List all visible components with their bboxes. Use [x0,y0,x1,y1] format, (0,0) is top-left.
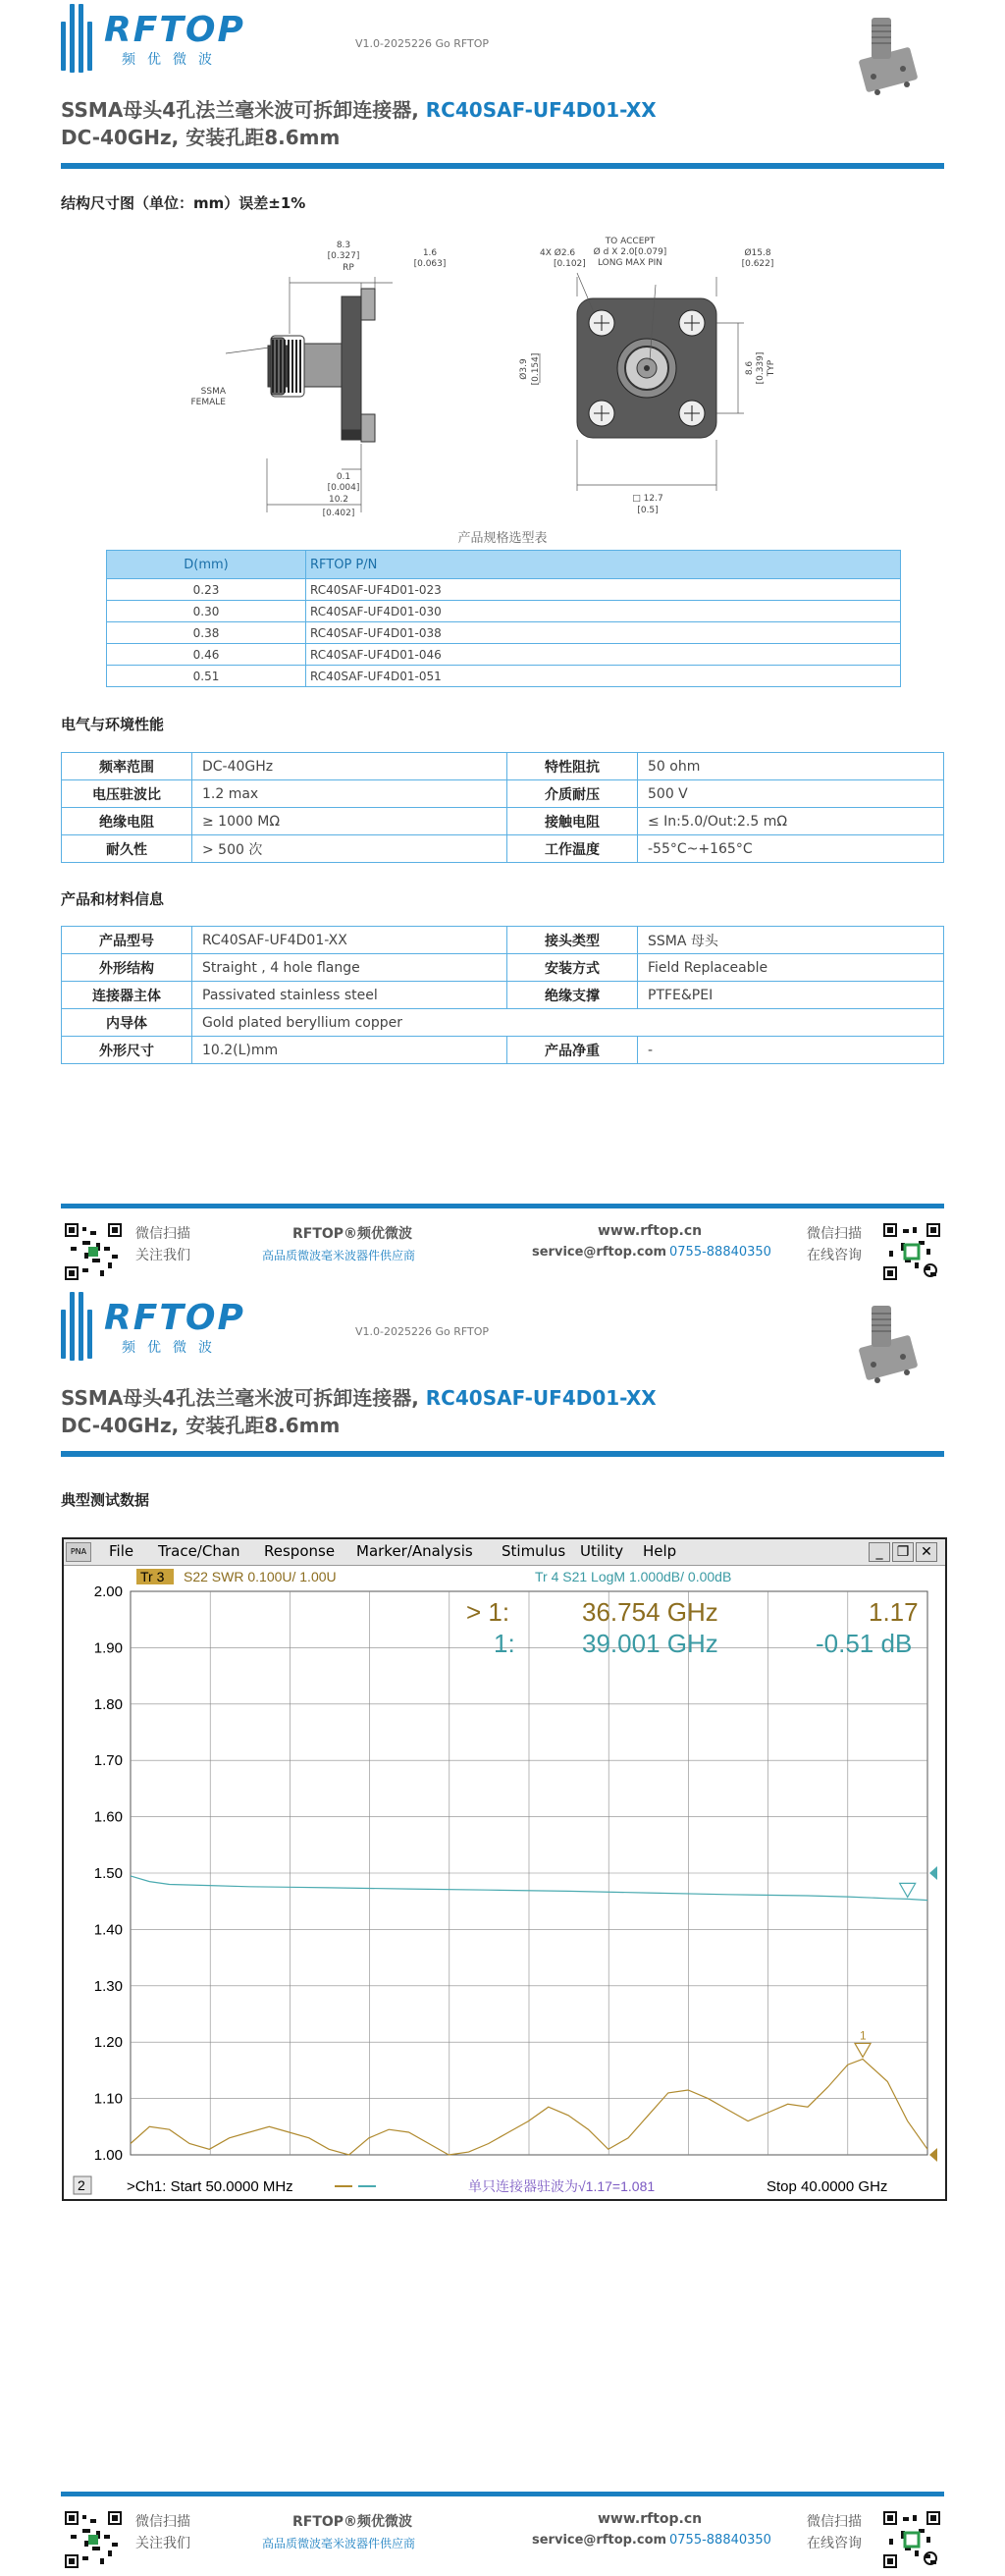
brand-sub: 频优微波 [122,1340,224,1356]
footer-brand: RFTOP®频优微波 [292,2514,413,2530]
materials-table [61,926,944,1064]
spec-value: 500 V [638,780,944,808]
side-view [268,289,375,442]
spec-value: ≥ 1000 MΩ [192,808,507,835]
footer-email[interactable]: service@rftop.com [532,2533,667,2548]
spec-label: 工作温度 [507,835,638,863]
close-icon[interactable]: ✕ [916,1542,937,1562]
table-row [62,808,944,835]
qr-code-icon [65,2511,122,2568]
dim-10-2: 10.2 [328,495,349,505]
menu-item[interactable]: Marker/Analysis [356,1542,473,1560]
marker1-triangle-tag: 1 [860,2028,867,2043]
dim-3-9: Ø3.9 [519,358,529,380]
table-row [107,666,901,687]
section-materials-title: 产品和材料信息 [61,890,165,908]
dim-0-1: 0.1 [336,472,351,482]
dim-0-004: [0.004] [327,483,360,493]
label-ssma: SSMA [200,387,226,397]
spec-value: 10.2(L)mm [192,1037,507,1064]
dim-0-339: [0.339] [756,351,766,385]
marker1-label: > 1: [466,1597,510,1627]
spec-value: PTFE&PEI [638,982,944,1009]
qr-code-icon [65,1223,122,1280]
y-tick-label: 1.90 [93,1639,123,1657]
menu-item[interactable]: Response [264,1542,336,1560]
footer-email[interactable]: service@rftop.com [532,1245,667,1260]
brand-logo [61,1288,277,1362]
menu-item[interactable]: Help [643,1542,677,1560]
marker2-label: 1: [494,1629,515,1658]
footer-website[interactable]: www.rftop.cn [598,2511,703,2527]
vna-app-icon: PNA [66,1542,91,1562]
y-tick-label: 1.40 [93,1921,123,1939]
page-footer [61,2492,944,2570]
channel-number: 2 [78,2177,85,2193]
product-subtitle: DC-40GHz, 安装孔距8.6mm [61,1414,341,1437]
spec-value: Passivated stainless steel [192,982,507,1009]
spec-label: 产品型号 [62,927,192,954]
start-freq: >Ch1: Start 50.0000 MHz [127,2178,293,2195]
stop-freq: Stop 40.0000 GHz [767,2178,888,2195]
vna-screenshot [62,1537,947,2201]
y-tick-label: 1.50 [93,1865,123,1882]
footer-website[interactable]: www.rftop.cn [598,1223,703,1239]
part-number: RC40SAF-UF4D01-XX [425,98,657,122]
product-title [61,94,657,123]
dimension-drawing [190,237,824,522]
cell-d: 0.23 [107,579,306,601]
restore-icon[interactable]: ❐ [892,1542,914,1562]
menu-item[interactable]: Stimulus [502,1542,566,1560]
holes-in-label: [0.102] [554,259,586,269]
table-row [62,927,944,954]
spec-label: 频率范围 [62,753,192,780]
spec-value: - [638,1037,944,1064]
electrical-table [61,752,944,863]
footer-tagline: 高品质微波毫米波器件供应商 [262,2537,416,2550]
dim-typ: TYP [767,359,776,377]
part-col-pn: RFTOP P/N [306,551,901,579]
dim-0-327: [0.327] [327,251,360,261]
dim-1-6: 1.6 [422,248,438,258]
spec-value: Gold plated beryllium copper [192,1009,944,1037]
table-row [107,622,901,644]
table-row [62,835,944,863]
part-col-d: D(mm) [107,551,306,579]
table-row [107,579,901,601]
part-table-caption: 产品规格选型表 [457,531,548,546]
brand-sub: 频优微波 [122,52,224,68]
accept-line1: TO ACCEPT [605,237,656,246]
table-row [62,954,944,982]
minimize-icon[interactable]: _ [869,1542,890,1562]
title-prefix: SSMA母头4孔法兰毫米波可拆卸连接器, [61,1386,426,1410]
y-tick-label: 2.00 [93,1583,123,1600]
brand-name: RFTOP [104,1298,245,1338]
spec-label: 耐久性 [62,835,192,863]
spec-label: 电压驻波比 [62,780,192,808]
y-tick-label: 1.10 [93,2090,123,2108]
table-row [62,1037,944,1064]
qr-code-icon [883,2511,940,2568]
menu-item[interactable]: Trace/Chan [158,1542,240,1560]
part-table-header [107,551,901,579]
tr3-label: Tr 3 [140,1569,165,1584]
cell-pn: RC40SAF-UF4D01-038 [306,622,901,644]
part-table [106,550,901,687]
spec-label: 绝缘支撑 [507,982,638,1009]
footer-divider [61,1204,944,1208]
dim-8-6: 8.6 [745,360,755,376]
version-label: V1.0-2025226 Go RFTOP [355,1325,490,1338]
footer-follow-us: 关注我们 [135,2536,190,2551]
y-tick-label: 1.60 [93,1808,123,1826]
front-view [577,298,716,438]
vna-menubar [64,1539,945,1566]
spec-label: 介质耐压 [507,780,638,808]
dim-0-622: [0.622] [741,259,774,269]
footer-phone: 0755-88840350 [669,1245,771,1260]
spec-value: > 500 次 [192,835,507,863]
section-structure-title: 结构尺寸图（单位：mm）误差±1% [61,194,306,212]
product-thumbnail-icon [834,1302,923,1390]
dim-0-063: [0.063] [413,259,447,269]
spec-label: 连接器主体 [62,982,192,1009]
product-subtitle: DC-40GHz, 安装孔距8.6mm [61,126,341,149]
swr-note: 单只连接器驻波为√1.17=1.081 [468,2178,656,2194]
version-label: V1.0-2025226 Go RFTOP [355,37,490,50]
footer-online: 在线咨询 [807,1248,862,1263]
cell-pn: RC40SAF-UF4D01-023 [306,579,901,601]
spec-value: 50 ohm [638,753,944,780]
marker2-freq: 39.001 GHz [582,1629,718,1658]
dim-12-7: □ 12.7 [632,494,663,504]
title-prefix: SSMA母头4孔法兰毫米波可拆卸连接器, [61,98,426,122]
holes-label: 4X Ø2.6 [540,248,576,258]
spec-label: 外形结构 [62,954,192,982]
section-electrical-title: 电气与环境性能 [61,716,165,733]
spec-label: 产品净重 [507,1037,638,1064]
spec-value: ≤ In:5.0/Out:2.5 mΩ [638,808,944,835]
dim-0-402: [0.402] [322,509,355,518]
spec-value: 1.2 max [192,780,507,808]
cell-d: 0.46 [107,644,306,666]
menu-item[interactable]: Utility [580,1542,624,1560]
cell-d: 0.51 [107,666,306,687]
footer-brand: RFTOP®频优微波 [292,1226,413,1242]
accept-line2: Ø d X 2.0[0.079] [593,247,667,257]
spec-label: 外形尺寸 [62,1037,192,1064]
brand-logo [61,0,277,74]
footer-wechat-scan: 微信扫描 [135,2514,190,2530]
y-tick-label: 1.80 [93,1695,123,1713]
cell-pn: RC40SAF-UF4D01-046 [306,644,901,666]
footer-follow-us: 关注我们 [135,1248,190,1263]
spec-label: 接触电阻 [507,808,638,835]
footer-tagline: 高品质微波毫米波器件供应商 [262,1249,416,1262]
spec-value: Straight , 4 hole flange [192,954,507,982]
cell-pn: RC40SAF-UF4D01-030 [306,601,901,622]
table-row [62,982,944,1009]
spec-label: 接头类型 [507,927,638,954]
dim-8-3: 8.3 [336,241,351,250]
footer-divider [61,2492,944,2496]
qr-code-icon [883,1223,940,1280]
table-row [62,1009,944,1037]
spec-label: 安装方式 [507,954,638,982]
dim-rp: RP [343,263,354,273]
cell-d: 0.38 [107,622,306,644]
header-divider [61,163,944,169]
cell-d: 0.30 [107,601,306,622]
spec-value: DC-40GHz [192,753,507,780]
label-female: FEMALE [190,398,226,407]
table-row [107,644,901,666]
spec-label: 绝缘电阻 [62,808,192,835]
footer-wechat-scan-2: 微信扫描 [807,1226,862,1242]
footer-wechat-scan: 微信扫描 [135,1226,190,1242]
spec-value: RC40SAF-UF4D01-XX [192,927,507,954]
spec-value: -55°C~+165°C [638,835,944,863]
marker1-value: 1.17 [869,1597,919,1627]
footer-phone: 0755-88840350 [669,2533,771,2548]
header-divider [61,1451,944,1457]
y-tick-label: 1.70 [93,1752,123,1770]
tr3-desc: S22 SWR 0.100U/ 1.00U [184,1569,337,1584]
dim-0-154: [0.154] [531,352,541,386]
brand-name: RFTOP [104,10,245,50]
spec-value: SSMA 母头 [638,927,944,954]
vna-plot [64,1566,945,2199]
section-test-title: 典型测试数据 [61,1491,150,1509]
cell-pn: RC40SAF-UF4D01-051 [306,666,901,687]
footer-wechat-scan-2: 微信扫描 [807,2514,862,2530]
menu-item[interactable]: File [109,1542,134,1560]
spec-label: 内导体 [62,1009,192,1037]
accept-line3: LONG MAX PIN [597,258,663,268]
dim-0-5: [0.5] [637,506,659,515]
y-tick-label: 1.20 [93,2034,123,2052]
marker1-freq: 36.754 GHz [582,1597,718,1627]
y-tick-label: 1.00 [93,2147,123,2164]
footer-online: 在线咨询 [807,2536,862,2551]
page-footer [61,1204,944,1282]
product-thumbnail-icon [834,14,923,102]
part-number: RC40SAF-UF4D01-XX [425,1386,657,1410]
dim-15-8: Ø15.8 [744,248,771,258]
product-title [61,1382,657,1411]
spec-label: 特性阻抗 [507,753,638,780]
tr4-desc: Tr 4 S21 LogM 1.000dB/ 0.00dB [535,1569,732,1584]
y-tick-label: 1.30 [93,1977,123,1995]
table-row [62,780,944,808]
spec-value: Field Replaceable [638,954,944,982]
table-row [62,753,944,780]
table-row [107,601,901,622]
marker2-value: -0.51 dB [816,1629,913,1658]
